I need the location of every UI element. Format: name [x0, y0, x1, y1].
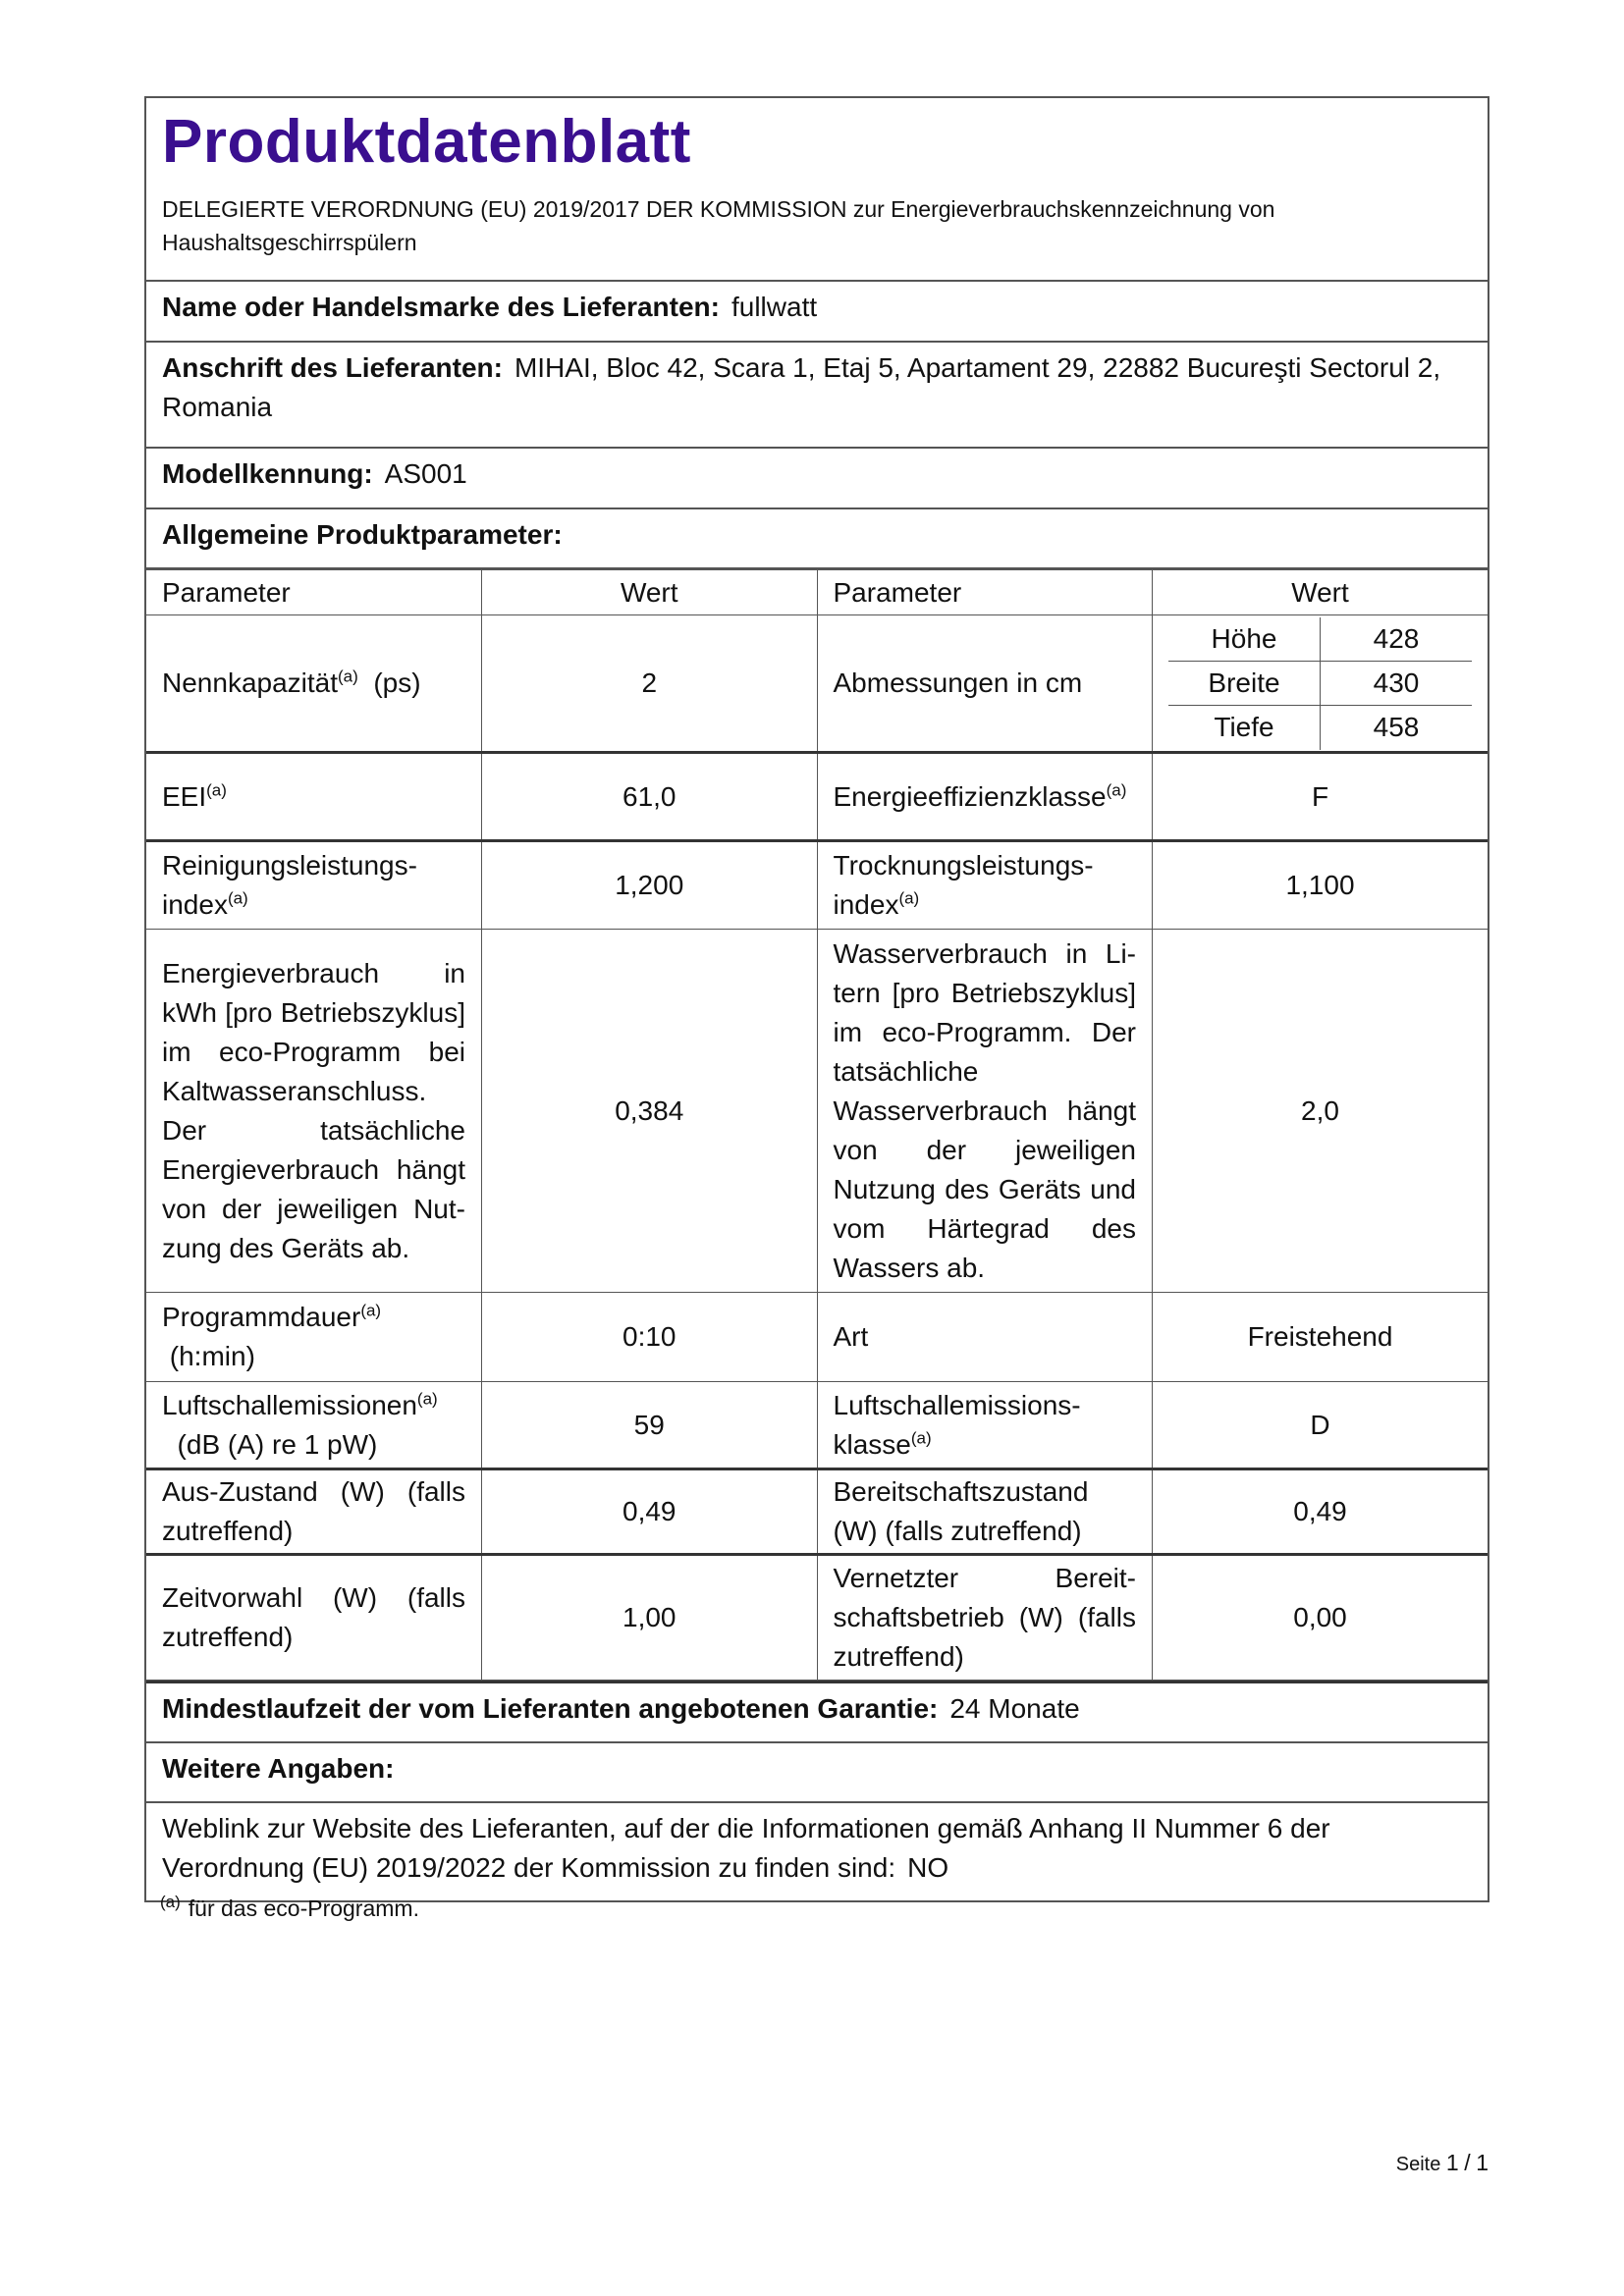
weblink-text: Weblink zur Website des Lieferanten, auf der die Informationen gemäß Anhang II Nummer 6 der Verordnung (EU) 2019/2022 der Kommission zu finden sind:: [162, 1813, 1330, 1883]
footnote-marker: (a): [338, 667, 358, 686]
param-label-energy-class: Energieeffizienzklasse$^{(a)}$: [817, 753, 1153, 841]
weblink-value: NO: [907, 1852, 949, 1883]
param-label-standby-mode: Bereitschaftszustand (W) (falls zutreffend): [817, 1469, 1153, 1555]
footnote-marker: (a): [160, 1893, 181, 1912]
supplier-name-value: fullwatt: [731, 292, 818, 322]
param-label-eei: EEI$^{(a)}$: [146, 753, 482, 841]
param-label-drying-index: Trocknungsleistungsindex$^{(a)}$: [817, 841, 1153, 930]
param-label-type: Art: [817, 1293, 1153, 1382]
param-value-standby-mode: 0,49: [1153, 1469, 1489, 1555]
page-label: Seite: [1395, 2154, 1441, 2175]
param-value-water-consumption: 2,0: [1153, 930, 1489, 1293]
footnote-marker: (a): [1106, 780, 1127, 800]
param-label-networked-standby: Vernetzter Bereitschaftsbetrieb (W) (falls zutreffend): [817, 1555, 1153, 1681]
header-value-left: Wert: [482, 570, 818, 615]
document-title: Produktdatenblatt: [162, 108, 691, 176]
dimension-row: [1168, 662, 1472, 706]
general-params-heading: Allgemeine Produktparameter:: [162, 519, 563, 550]
footnote: [160, 1893, 419, 1924]
param-value-energy-class: F: [1153, 753, 1489, 841]
param-value-energy-consumption: 0,384: [482, 930, 818, 1293]
general-params-heading-row: [146, 507, 1488, 567]
model-value: AS001: [384, 458, 467, 489]
param-value-program-duration: 0:10: [482, 1293, 818, 1382]
param-value-cleaning-index: 1,200: [482, 841, 818, 930]
title-section: [146, 98, 1488, 280]
parameters-table-wrapper: [146, 567, 1488, 1681]
dimension-row: [1168, 617, 1472, 662]
supplier-address-label: Anschrift des Lieferanten:: [162, 352, 503, 383]
dimensions-cell: [1153, 615, 1489, 753]
further-info-heading-row: [146, 1741, 1488, 1801]
footnote-marker: (a): [227, 888, 248, 908]
table-row: [146, 1293, 1488, 1382]
dimension-row: [1168, 706, 1472, 750]
param-label-water-consumption: Wasserverbrauch in Litern [pro Betriebszyklus] im eco-Programm. Der tatsächliche Wasserverbrauch hängt von der jeweiligen Nutzung des Geräts und vom Härtegrad des Wassers ab.: [817, 930, 1153, 1293]
dimensions-table: [1168, 617, 1472, 750]
dimension-name: Tiefe: [1168, 706, 1321, 750]
param-label-capacity: Nennkapazität$^{(a)}$ (ps): [146, 615, 482, 753]
param-label-noise-class: Luftschallemissionsklasse$^{(a)}$: [817, 1382, 1153, 1469]
warranty-label: Mindestlaufzeit der vom Lieferanten angebotenen Garantie:: [162, 1693, 939, 1724]
table-row: [146, 1469, 1488, 1555]
param-label-dimensions: Abmessungen in cm: [817, 615, 1153, 753]
table-row: [146, 1382, 1488, 1469]
header-parameter-left: Parameter: [146, 570, 482, 615]
table-row: [146, 1555, 1488, 1681]
footnote-marker: (a): [416, 1389, 438, 1409]
param-value-capacity: 2: [482, 615, 818, 753]
further-info-heading: Weitere Angaben:: [162, 1753, 395, 1784]
table-row: [146, 841, 1488, 930]
param-value-off-mode: 0,49: [482, 1469, 818, 1555]
param-value-type: Freistehend: [1153, 1293, 1489, 1382]
regulation-reference: DELEGIERTE VERORDNUNG (EU) 2019/2017 DER KOMMISSION zur Energieverbrauchskennzeichnung von Haushaltsgeschirrspülern: [162, 196, 1275, 255]
dimension-name: Breite: [1168, 662, 1321, 706]
page-current: 1: [1445, 2150, 1459, 2175]
param-label-program-duration: Programmdauer$^{(a)}$ (h:min): [146, 1293, 482, 1382]
supplier-name-label: Name oder Handelsmarke des Lieferanten:: [162, 292, 720, 322]
model-row: [146, 447, 1488, 507]
header-value-right: Wert: [1153, 570, 1489, 615]
table-row: [146, 930, 1488, 1293]
page-number: [1396, 2150, 1489, 2176]
param-label-cleaning-index: Reinigungsleistungsindex$^{(a)}$: [146, 841, 482, 930]
footnote-marker: (a): [206, 780, 227, 800]
supplier-address-row: [146, 341, 1488, 447]
param-label-off-mode: Aus-Zustand (W) (falls zutreffend): [146, 1469, 482, 1555]
weblink-row: [146, 1801, 1488, 1900]
page-separator: /: [1464, 2150, 1471, 2175]
param-value-noise-class: D: [1153, 1382, 1489, 1469]
param-value-networked-standby: 0,00: [1153, 1555, 1489, 1681]
footnote-marker: (a): [910, 1428, 932, 1448]
param-label-noise-emission: Luftschallemissionen$^{(a)}$ (dB (A) re 1 pW): [146, 1382, 482, 1469]
dimension-name: Höhe: [1168, 617, 1321, 662]
table-row: [146, 615, 1488, 753]
supplier-name-row: [146, 280, 1488, 341]
header-parameter-right: Parameter: [817, 570, 1153, 615]
footnote-marker: (a): [898, 888, 920, 908]
table-header-row: [146, 570, 1488, 615]
param-value-eei: 61,0: [482, 753, 818, 841]
supplier-address-value: MIHAI, Bloc 42, Scara 1, Etaj 5, Apartament 29, 22882 Bucureşti Sectorul 2, Romania: [162, 352, 1441, 422]
dimension-value: 430: [1321, 662, 1473, 706]
param-value-delay-start: 1,00: [482, 1555, 818, 1681]
page-total: 1: [1476, 2150, 1489, 2175]
param-label-energy-consumption: Energieverbrauch in kWh [pro Betriebszyklus] im eco-Programm bei Kaltwasseranschluss. Der tatsächliche Energieverbrauch hängt von der jeweiligen Nutzung des Geräts ab.: [146, 930, 482, 1293]
dimension-value: 428: [1321, 617, 1473, 662]
parameters-table: [146, 569, 1488, 1681]
param-value-drying-index: 1,100: [1153, 841, 1489, 930]
footnote-marker: (a): [360, 1301, 382, 1320]
product-datasheet: [144, 96, 1489, 1902]
table-row: [146, 753, 1488, 841]
warranty-value: 24 Monate: [949, 1693, 1080, 1724]
model-label: Modellkennung:: [162, 458, 373, 489]
warranty-row: [146, 1681, 1488, 1741]
param-value-noise-emission: 59: [482, 1382, 818, 1469]
footnote-text: für das eco-Programm.: [188, 1896, 419, 1921]
dimension-value: 458: [1321, 706, 1473, 750]
param-label-delay-start: Zeitvorwahl (W) (falls zutreffend): [146, 1555, 482, 1681]
